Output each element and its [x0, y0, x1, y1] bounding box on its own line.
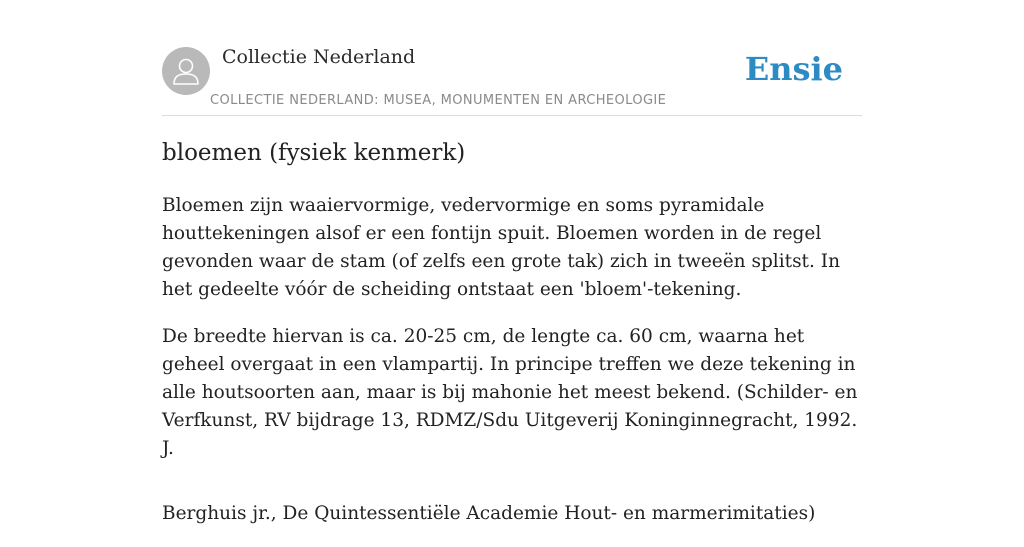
paragraph-1: Bloemen zijn waaiervormige, vedervormige en soms pyramidale houttekeningen alsof er een fontijn spuit. Bloemen worden in de regel gevonden waar de stam (of zelfs een grote tak) zich in tweeën splitst. In het gedeelte vóór de scheiding ontstaat een 'bloem'-tekening. [162, 195, 840, 300]
paragraph-3: Berghuis jr., De Quintessentiële Academie Hout- en marmerimitaties) [162, 503, 816, 524]
ensie-logo[interactable]: Ensie [744, 50, 843, 88]
user-icon [162, 47, 210, 95]
paragraph-2: De breedte hiervan is ca. 20-25 cm, de lengte ca. 60 cm, waarna het geheel overgaat in een vlampartij. In principe treffen we deze tekening in alle houtsoorten aan, maar is bij mahonie het meest bekend. (Schilder- en Verfkunst, RV bijdrage 13, RDMZ/Sdu Uitgeverij Koninginnegracht, 1992. J. [162, 326, 858, 459]
author-avatar[interactable] [162, 47, 210, 95]
author-name[interactable]: Collectie Nederland [222, 46, 416, 68]
author-subtitle: COLLECTIE NEDERLAND: MUSEA, MONUMENTEN EN ARCHEOLOGIE [210, 93, 667, 108]
page-title: bloemen (fysiek kenmerk) [162, 140, 466, 166]
article-body [162, 192, 862, 547]
entry-header [162, 40, 862, 116]
entry-card [162, 40, 862, 524]
